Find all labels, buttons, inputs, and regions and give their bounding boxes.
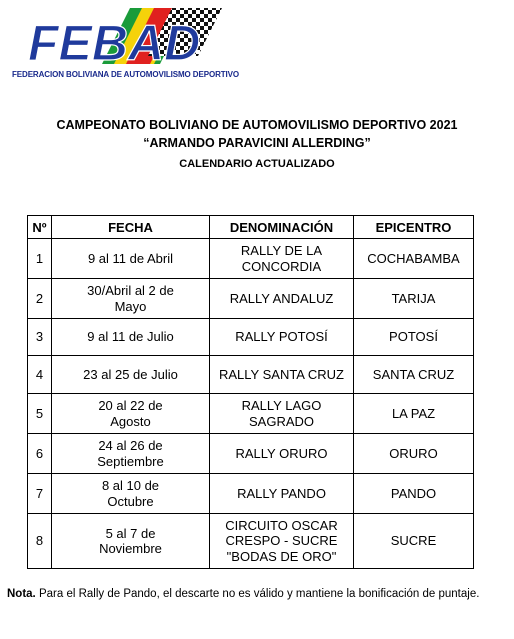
table-row [28,239,474,279]
cell-fecha: 24 al 26 de Septiembre [52,434,210,474]
document-heading [0,116,514,173]
header-fecha: FECHA [52,216,210,239]
cell-epicentro: SUCRE [354,514,474,569]
cell-no: 1 [28,239,52,279]
cell-denominacion: RALLY LAGO SAGRADO [210,394,354,434]
cell-fecha: 9 al 11 de Julio [52,319,210,356]
table-row [28,514,474,569]
febad-logo-mark [12,6,232,70]
logo-wordmark: FEBAD [28,15,201,70]
cell-epicentro: SANTA CRUZ [354,356,474,394]
table-row [28,279,474,319]
cell-no: 4 [28,356,52,394]
table-row [28,434,474,474]
cell-fecha: 8 al 10 de Octubre [52,474,210,514]
cell-fecha: 20 al 22 de Agosto [52,394,210,434]
cell-no: 5 [28,394,52,434]
cell-no: 6 [28,434,52,474]
championship-title: CAMPEONATO BOLIVIANO DE AUTOMOVILISMO DEPORTIVO 2021 [56,118,458,132]
header-epicentro: EPICENTRO [354,216,474,239]
calendar-subtitle: CALENDARIO ACTUALIZADO [179,158,335,170]
cell-no: 2 [28,279,52,319]
cell-fecha: 23 al 25 de Julio [52,356,210,394]
cell-epicentro: PANDO [354,474,474,514]
championship-dedication: “ARMANDO PARAVICINI ALLERDING” [143,136,371,150]
cell-denominacion: RALLY ORURO [210,434,354,474]
cell-denominacion: RALLY SANTA CRUZ [210,356,354,394]
cell-denominacion: RALLY DE LA CONCORDIA [210,239,354,279]
cell-fecha: 5 al 7 de Noviembre [52,514,210,569]
cell-epicentro: POTOSÍ [354,319,474,356]
cell-denominacion: CIRCUITO OSCAR CRESPO - SUCRE "BODAS DE ORO" [210,514,354,569]
cell-denominacion: RALLY PANDO [210,474,354,514]
cell-fecha: 9 al 11 de Abril [52,239,210,279]
table-header-row [28,216,474,239]
cell-epicentro: TARIJA [354,279,474,319]
table-row [28,394,474,434]
header-denominacion: DENOMINACIÓN [210,216,354,239]
table-row [28,474,474,514]
calendar-table [27,215,474,569]
cell-no: 8 [28,514,52,569]
table-row [28,319,474,356]
cell-no: 7 [28,474,52,514]
footnote-text: Para el Rally de Pando, el descarte no es válido y mantiene la bonificación de puntaje. [38,588,480,600]
footnote-label: Nota. [7,588,36,600]
cell-denominacion: RALLY POTOSÍ [210,319,354,356]
febad-logo [12,6,240,84]
header-no: Nº [28,216,52,239]
footnote [7,586,505,603]
cell-epicentro: ORURO [354,434,474,474]
cell-epicentro: LA PAZ [354,394,474,434]
logo-subtitle: FEDERACION BOLIVIANA DE AUTOMOVILISMO DEPORTIVO [12,70,240,79]
cell-epicentro: COCHABAMBA [354,239,474,279]
cell-fecha: 30/Abril al 2 de Mayo [52,279,210,319]
cell-denominacion: RALLY ANDALUZ [210,279,354,319]
cell-no: 3 [28,319,52,356]
table-row [28,356,474,394]
